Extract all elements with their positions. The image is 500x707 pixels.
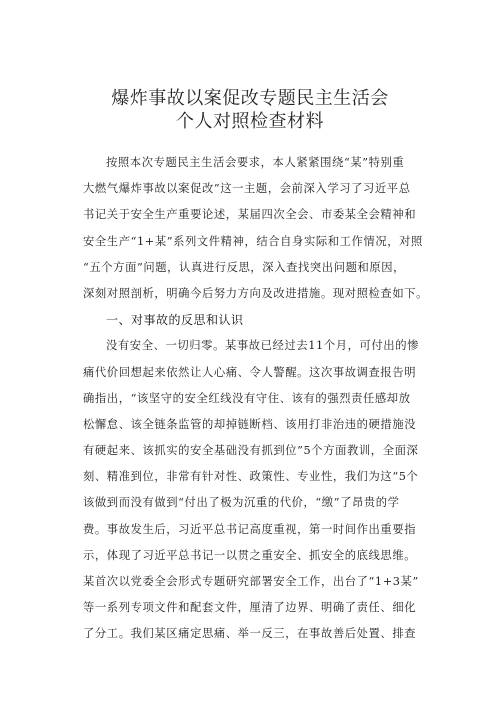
intro-line: 按照本次专题民主生活会要求，本人紧紧围绕“某”特别重 <box>106 156 405 169</box>
section-line: 痛代价回想起来依然让人心痛、令人警醒。这次事故调查报告明 <box>83 365 417 379</box>
intro-line: 安全生产“1+某”系列文件精神，结合自身实际和工作情况，对照 <box>83 234 423 248</box>
section-line: 某首次以党委全会形式专题研究部署安全工作，出台了“1+3某” <box>83 575 419 588</box>
section-line: 了分工。我们某区痛定思痛、举一反三，在事故善后处置、排查 <box>83 627 417 641</box>
section-line: 刻、精准到位，非常有针对性、政策性、专业性，我们为这“5个 <box>83 470 419 484</box>
document-body <box>83 150 429 648</box>
section-line: 松懈怠、该全链条监管的却掉链断档、该用打非治违的硬措施没 <box>83 417 417 431</box>
section-line: 该做到而没有做到“付出了极为沉重的代价，“缴”了昂贵的学 <box>83 496 400 510</box>
section-line: 确指出，“该坚守的安全红线没有守住、该有的强烈责任感却放 <box>83 391 411 405</box>
section-line: 示，体现了习近平总书记一以贯之重安全、抓安全的底线思维。 <box>83 548 417 562</box>
intro-line: “五个方面”问题，认真进行反思，深入查找突出问题和原因， <box>83 260 406 274</box>
section-line: 等一系列专项文件和配套文件，厘清了边界、明确了责任、细化 <box>83 601 417 615</box>
intro-line: 书记关于安全生产重要论述，某届四次全会、市委某全会精神和 <box>83 208 417 222</box>
intro-line: 深刻对照剖析，明确今后努力方向及改进措施。现对照检查如下。 <box>83 286 429 300</box>
document-title-line-2: 个人对照检查材料 <box>176 111 324 132</box>
section-line: 有硬起来、该抓实的安全基础没有抓到位”5个方面教训，全面深 <box>83 444 419 458</box>
intro-line: 大燃气爆炸事故以案促改”这一主题，会前深入学习了习近平总 <box>83 182 411 196</box>
section-line: 没有安全、一切归零。某事故已经过去11个月，可付出的惨 <box>106 339 419 353</box>
document-title-line-1: 爆炸事故以案促改专题民主生活会 <box>111 88 389 109</box>
section-line: 费。事故发生后，习近平总书记高度重视，第一时间作出重要指 <box>83 522 417 536</box>
section-heading: 一、对事故的反思和认识 <box>106 313 244 328</box>
